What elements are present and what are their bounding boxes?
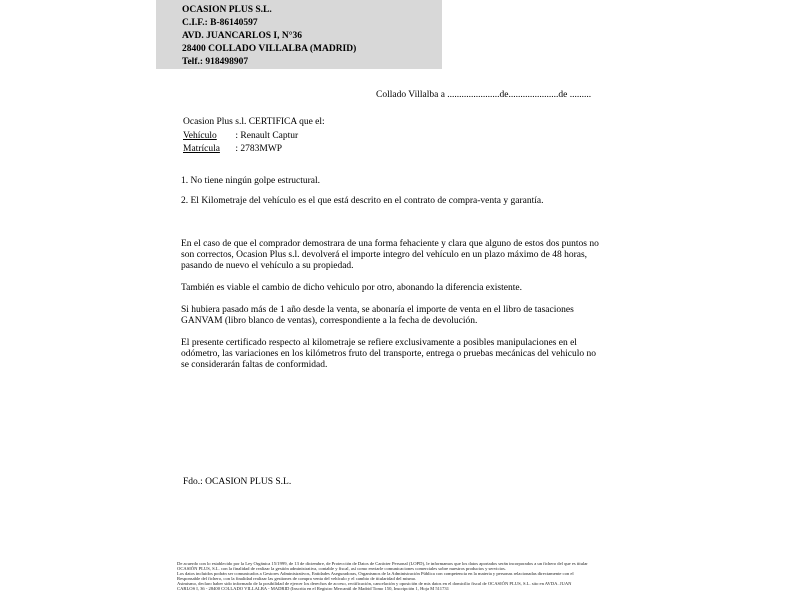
vehicle-value: : Renault Captur <box>235 130 299 141</box>
legal-line: De acuerdo con lo establecido por la Ley Orgánica 15/1999, de 13 de diciembre, de Protección de Datos de Carácter Personal (LOPD), le informamos que los datos aportados serán incorporados a un fichero del que es titular <box>177 561 588 566</box>
vehicle-label: Vehículo <box>183 130 217 141</box>
paragraph-line: El presente certificado respecto al kilometraje se refiere exclusivamente a posibles manipulaciones en el <box>181 338 577 348</box>
company-phone: Telf.: 918498907 <box>182 57 249 67</box>
legal-line: OCASIÓN PLUS, S.L. con la finalidad de realizar la gestión administrativa, contable y fiscal, así como enviarle comunicaciones comerciales sobre nuestros productos y servicios. <box>177 566 506 572</box>
paragraph-odometer <box>181 338 621 371</box>
certificate-block <box>183 116 325 157</box>
paragraph-line: Si hubiera pasado más de 1 año desde la venta, se abonaría el importe de venta en el libro de tasaciones <box>181 305 574 315</box>
paragraph-line: se considerarán faltas de conformidad. <box>181 360 328 370</box>
point-2: 2. El Kilometraje del vehículo es el que está descrito en el contrato de compra-venta y garantía. <box>181 196 544 206</box>
paragraph-line: GANVAM (libro blanco de ventas), correspondiente a la fecha de devolución. <box>181 316 478 326</box>
paragraph-line: son correctos, Ocasion Plus s.l. devolverá el importe integro del vehículo en un plazo máximo de 48 horas, <box>181 250 588 260</box>
certification-points <box>181 176 543 216</box>
signature-line: Fdo.: OCASION PLUS S.L. <box>183 477 292 487</box>
paragraph-ganvam <box>181 305 621 327</box>
company-name: OCASION PLUS S.L. <box>182 5 272 15</box>
point-1: 1. No tiene ningún golpe estructural. <box>181 176 321 186</box>
legal-line: Los datos incluidos podrán ser comunicados a Gestores Administrativos, Entidades Aseguradoras, Organismos de la Administración Pública con competencia en la materia y personas relacionadas directamente con el <box>177 571 574 577</box>
company-city: 28400 COLLADO VILLALBA (MADRID) <box>182 44 357 54</box>
paragraph-line: odómetro, las variaciones en los kilómetros fruto del transporte, entrega o pruebas mecánicas del vehiculo no <box>181 349 596 359</box>
legal-line: Asimismo, declaro haber sido informado de la posibilidad de ejercer los derechos de acceso, rectificación, cancelación y oposición de mis datos en el domicilio fiscal de OCASIÓN PLUS, S.L. sito en AVDA. JUAN <box>177 581 572 587</box>
paragraph-line: En el caso de que el comprador demostrara de una forma fehaciente y clara que alguno de estos dos puntos no <box>181 239 599 249</box>
plate-value: : 2783MWP <box>235 144 283 154</box>
company-address: AVD. JUANCARLOS I, N°36 <box>182 31 303 41</box>
certifies-intro: Ocasion Plus s.l. CERTIFICA que el: <box>183 117 325 127</box>
legal-line: CARLOS I, 36 - 28400 COLLADO VILLALBA - MADRID (Inscrita en el Registro Mercantil de Madrid Tomo 150, Inscripción 1, Hoja M 511731 <box>177 586 449 592</box>
paragraph-line: pasando de nuevo el vehículo a su propiedad. <box>181 261 354 271</box>
plate-label: Matrícula <box>183 144 220 154</box>
vehicle-row <box>183 130 325 144</box>
legal-fine-print <box>177 561 619 592</box>
date-fill-in-line: Collado Villalba a ......................de.....................de ......... <box>376 90 592 100</box>
legal-line: Responsable del fichero, con la finalidad realizar las gestiones de compra venta del vehículo y el cambio de titularidad del mismo. <box>177 576 417 582</box>
letterhead-box <box>156 0 442 69</box>
body-text <box>181 239 621 382</box>
company-cif: C.I.F.: B-86140597 <box>182 18 258 28</box>
paragraph-refund <box>181 239 621 272</box>
plate-row <box>183 143 325 157</box>
paragraph-exchange: También es viable el cambio de dicho vehiculo por otro, abonando la diferencia existente. <box>181 283 522 293</box>
